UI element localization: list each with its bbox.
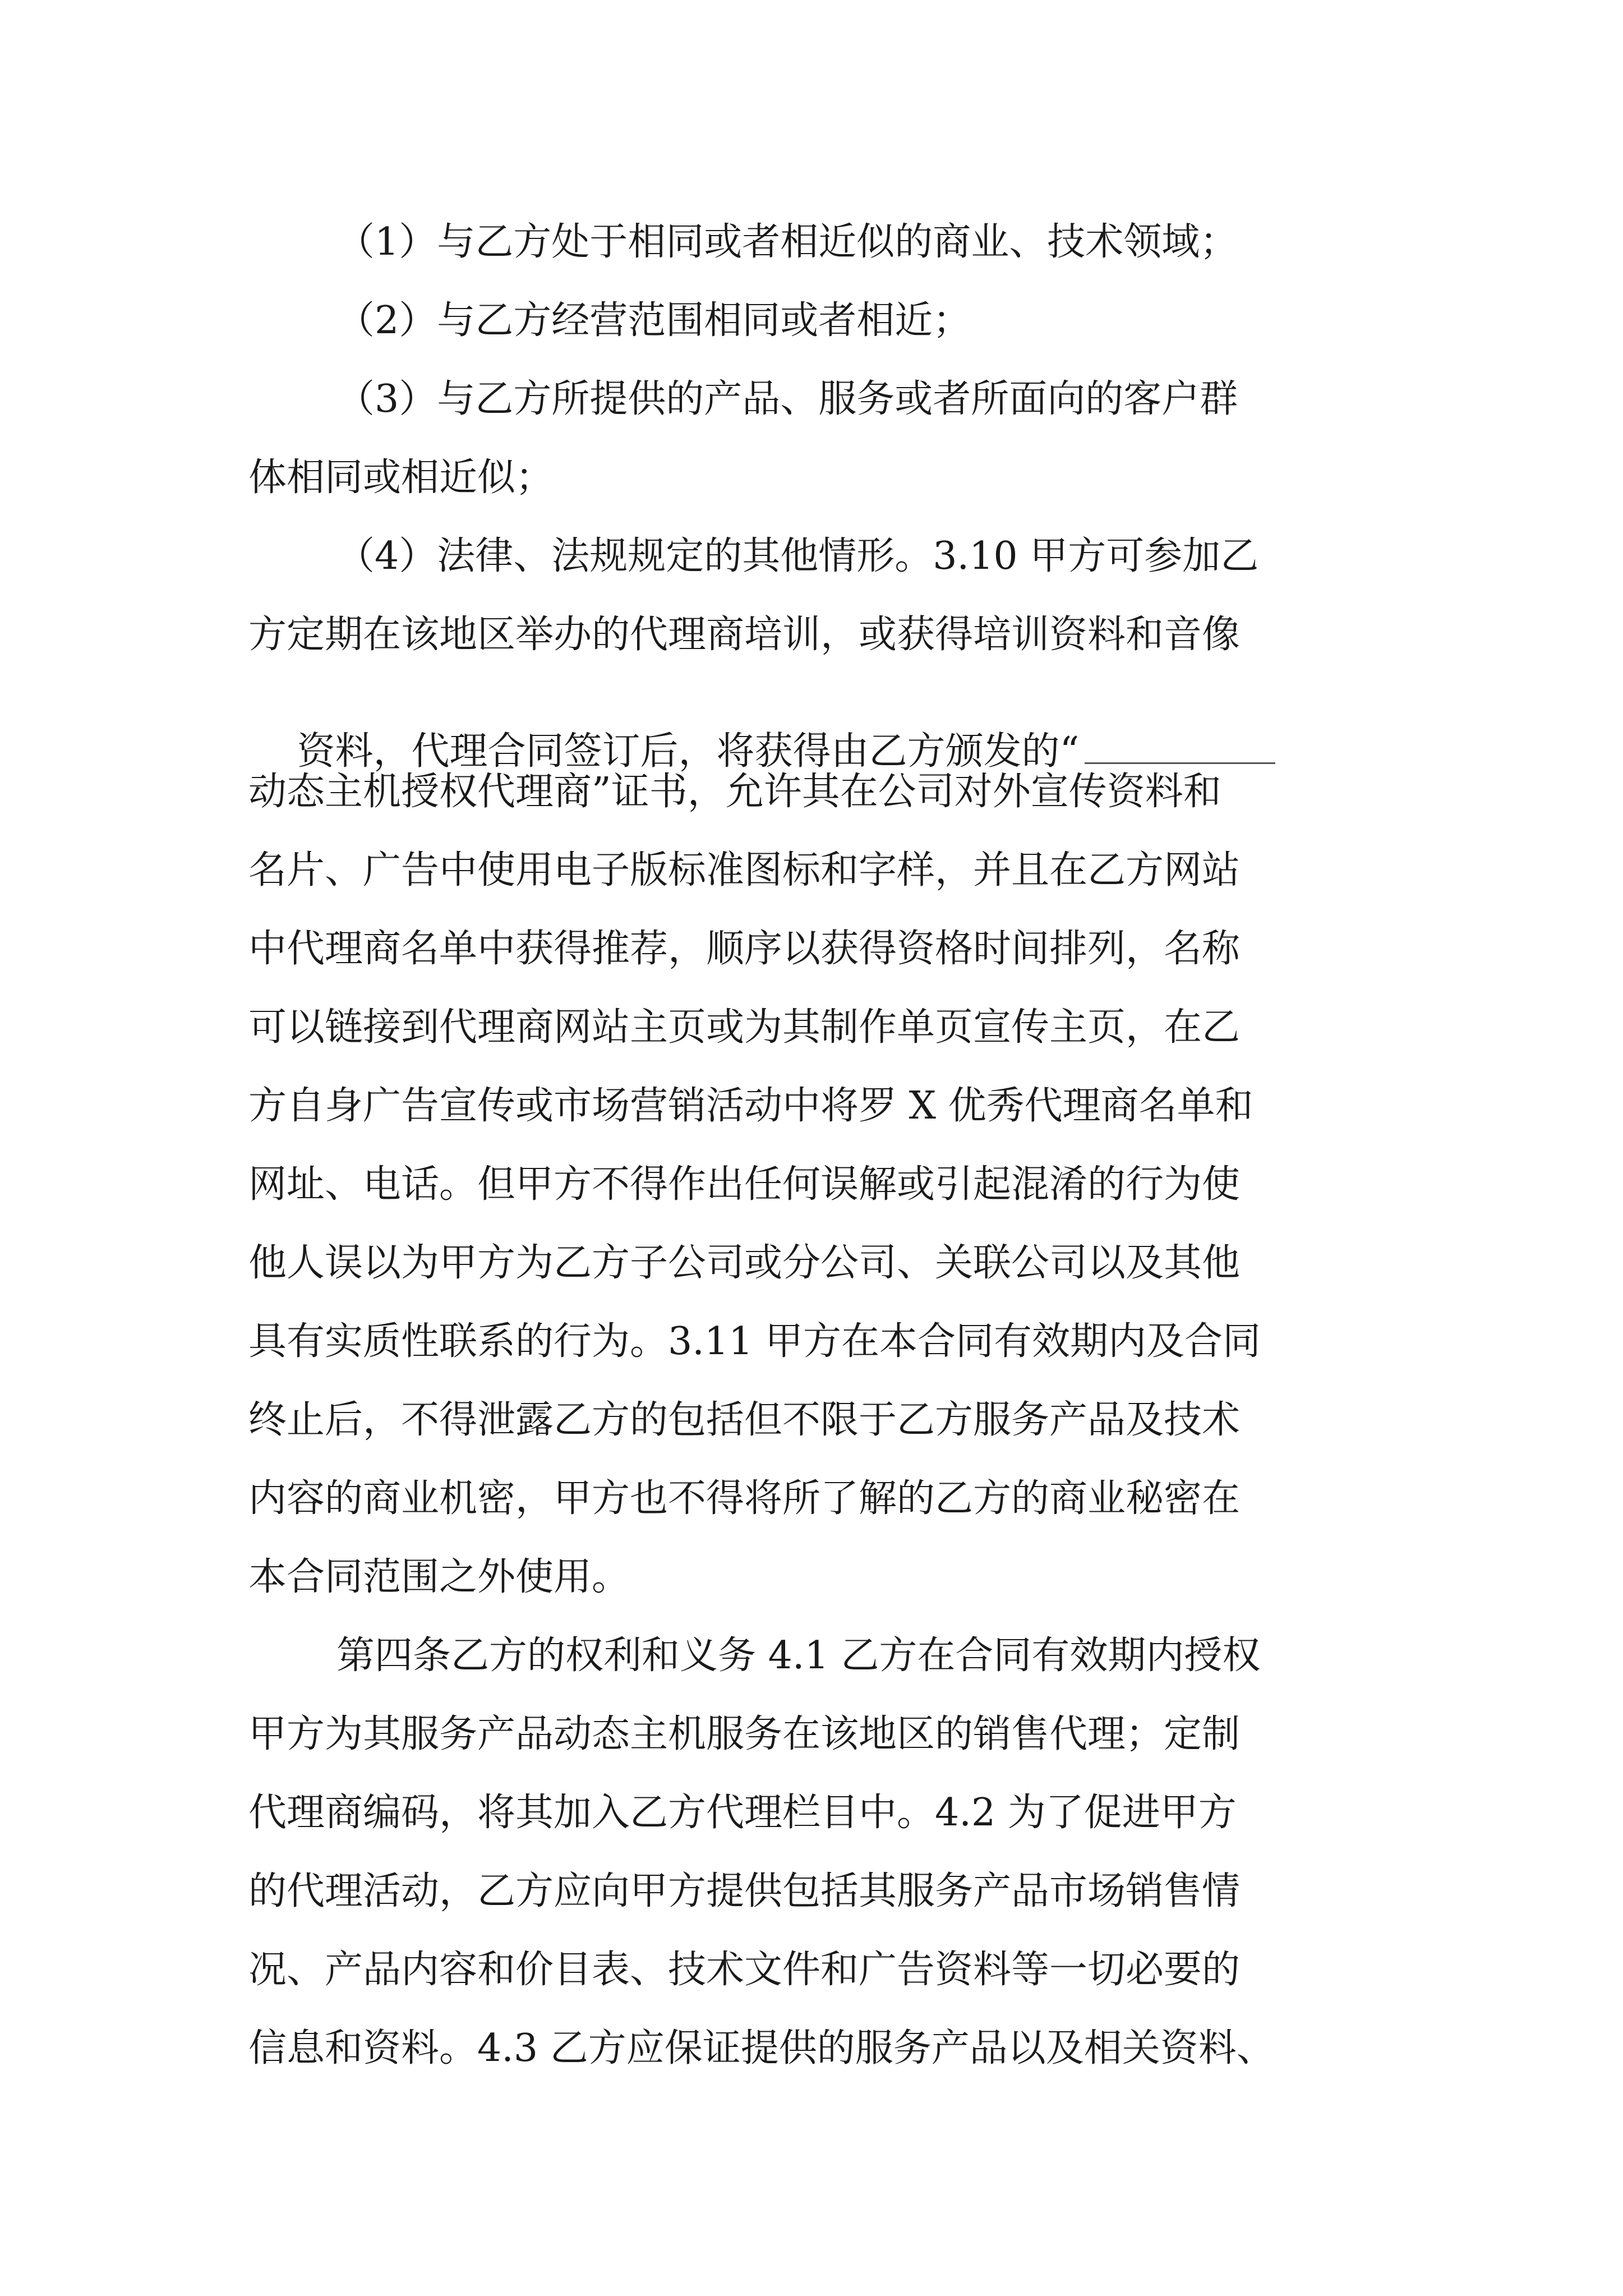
fill-in-blank — [1085, 760, 1275, 764]
text-line: 本合同范围之外使用。 — [248, 1555, 630, 1599]
text-line: 第四条乙方的权利和义务 4.1 乙方在合同有效期内授权 — [336, 1634, 1261, 1678]
text-line: 可以链接到代理商网站主页或为其制作单页宣传主页，在乙 — [248, 1005, 1241, 1050]
text-line: 方自身广告宣传或市场营销活动中将罗 X 优秀代理商名单和 — [248, 1084, 1253, 1128]
text-line: （3）与乙方所提供的产品、服务或者所面向的客户群 — [336, 377, 1238, 421]
text-line: 况、产品内容和价目表、技术文件和广告资料等一切必要的 — [248, 1948, 1241, 1992]
text-line: 网址、电话。但甲方不得作出任何误解或引起混淆的行为使 — [248, 1162, 1241, 1207]
text-line: 中代理商名单中获得推荐，顺序以获得资格时间排列，名称 — [248, 927, 1241, 971]
text-line: （1）与乙方处于相同或者相近似的商业、技术领域； — [336, 220, 1238, 264]
text-line: 具有实质性联系的行为。3.11 甲方在本合同有效期内及合同 — [248, 1319, 1261, 1364]
text-line: 内容的商业机密，甲方也不得将所了解的乙方的商业秘密在 — [248, 1476, 1241, 1521]
text-line: 方定期在该地区举办的代理商培训，或获得培训资料和音像 — [248, 613, 1241, 657]
text-line: 信息和资料。4.3 乙方应保证提供的服务产品以及相关资料、 — [248, 2026, 1275, 2070]
text-line: （4）法律、法规规定的其他情形。3.10 甲方可参加乙 — [336, 534, 1259, 578]
text-line: 甲方为其服务产品动态主机服务在该地区的销售代理；定制 — [248, 1712, 1241, 1756]
text-line: 名片、广告中使用电子版标准图标和字样，并且在乙方网站 — [248, 848, 1241, 892]
text-line: 他人误以为甲方为乙方子公司或分公司、关联公司以及其他 — [248, 1241, 1241, 1285]
text-segment: 资料，代理合同签订后，将获得由乙方颁发的“ — [297, 729, 1080, 774]
text-line: 终止后，不得泄露乙方的包括但不限于乙方服务产品及技术 — [248, 1398, 1241, 1442]
text-line: 的代理活动，乙方应向甲方提供包括其服务产品市场销售情 — [248, 1869, 1241, 1913]
text-line: （2）与乙方经营范围相同或者相近； — [336, 298, 971, 343]
text-line: 体相同或相近似； — [248, 455, 554, 500]
text-line: 动态主机授权代理商”证书，允许其在公司对外宣传资料和 — [248, 770, 1221, 814]
text-line: 代理商编码，将其加入乙方代理栏目中。4.2 为了促进甲方 — [248, 1791, 1237, 1835]
